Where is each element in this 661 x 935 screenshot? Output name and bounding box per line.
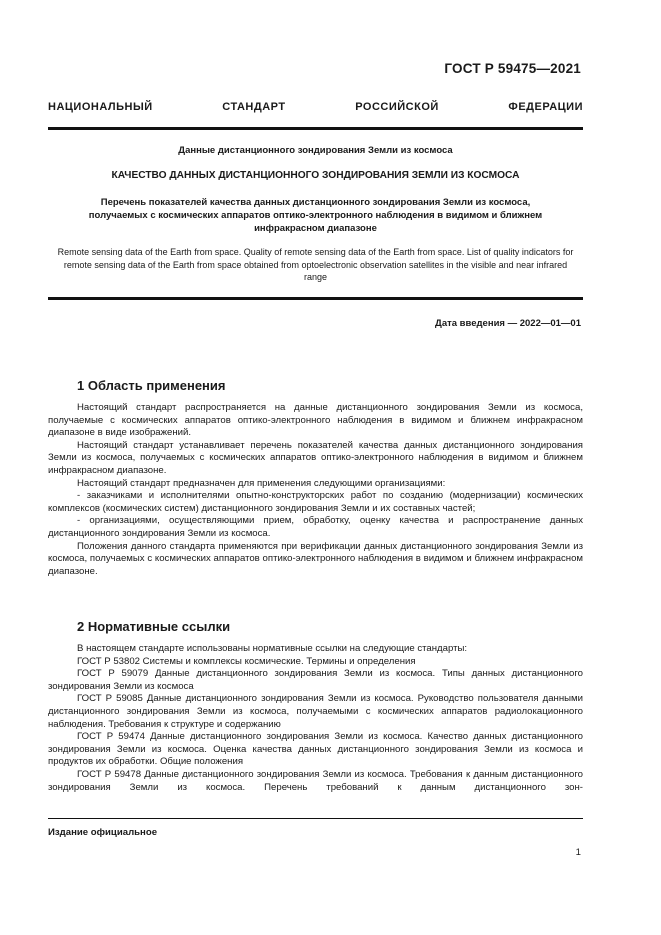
section-2-paragraph: ГОСТ Р 59474 Данные дистанционного зондирования Земли из космоса. Качество данных дистанционного зондирования Земли из космоса. Оценка качества данных дистанционного зондирования Земли из космоса и продуктов их обработки. Общие положения xyxy=(48,731,583,768)
english-title: Remote sensing data of the Earth from space. Quality of remote sensing data of the Earth from space. List of quality indicators for remote sensing data of the Earth from space obtained from optoelectronic observation satellites in the visible and near infrared range xyxy=(57,247,574,282)
section-2-heading: 2 Нормативные ссылки xyxy=(77,619,231,634)
national-standard-banner: НАЦИОНАЛЬНЫЙ СТАНДАРТ РОССИЙСКОЙ ФЕДЕРАЦИИ xyxy=(48,101,583,113)
intro-date: Дата введения — 2022—01—01 xyxy=(435,318,581,329)
section-2-paragraph: ГОСТ Р 59079 Данные дистанционного зондирования Земли из космоса. Типы данных дистанционного зондирования Земли из космоса xyxy=(48,668,583,692)
section-2-paragraph: ГОСТ Р 53802 Системы и комплексы космические. Термины и определения xyxy=(77,655,416,667)
section-1-paragraph: Настоящий стандарт распространяется на данные дистанционного зондирования Земли из космоса, получаемые с космических аппаратов оптико-электронного наблюдения в видимом и ближнем инфракрасном диапазоне в виде изображений. xyxy=(48,402,583,439)
section-1-paragraph: Положения данного стандарта применяются при верификации данных дистанционного зондирования Земли из космоса, получаемых с космических аппаратов оптико-электронного наблюдения в видимом и ближнем инфракрасном диапазоне. xyxy=(48,540,583,577)
page-number: 1 xyxy=(575,847,581,858)
section-1-paragraph: - организациями, осуществляющими прием, обработку, оценку качества и распространение данных дистанционного зондирования Земли из космоса. xyxy=(48,515,583,539)
main-title: КАЧЕСТВО ДАННЫХ ДИСТАНЦИОННОГО ЗОНДИРОВАНИЯ ЗЕМЛИ ИЗ КОСМОСА xyxy=(111,170,520,181)
general-title: Данные дистанционного зондирования Земли из космоса xyxy=(178,145,453,156)
section-2-paragraph: В настоящем стандарте использованы нормативные ссылки на следующие стандарты: xyxy=(77,643,468,654)
section-2-body xyxy=(48,643,583,794)
section-1-body xyxy=(48,402,583,578)
official-edition: Издание официальное xyxy=(48,827,158,838)
title-rule xyxy=(48,297,583,300)
section-1-paragraph: Настоящий стандарт предназначен для применения следующими организациями: xyxy=(77,477,446,489)
section-2-paragraph: ГОСТ Р 59478 Данные дистанционного зондирования Земли из космоса. Требования к данным дистанционного зондирования Земли из космоса. Перечень требований к данным дистанционного зон- xyxy=(48,768,583,793)
gost-number: ГОСТ Р 59475—2021 xyxy=(444,61,581,76)
subtitle: Перечень показателей качества данных дистанционного зондирования Земли из космоса, получаемых с космических аппаратов оптико-электронного наблюдения в видимом и ближнем инфракрасном диапазоне xyxy=(88,197,543,234)
footer-rule xyxy=(48,818,583,819)
section-1-paragraph: - заказчиками и исполнителями опытно-конструкторских работ по созданию (модернизации) космических комплексов (космических систем) дистанционного зондирования Земли и их составных частей; xyxy=(48,490,583,514)
section-1-heading: 1 Область применения xyxy=(77,378,226,393)
section-2-paragraph: ГОСТ Р 59085 Данные дистанционного зондирования Земли из космоса. Руководство пользователя данными дистанционного зондирования Земли из космоса, получаемыми с космических аппаратов радиолокационного наблюдения. Требования к структуре и содержанию xyxy=(48,693,583,730)
section-1-paragraph: Настоящий стандарт устанавливает перечень показателей качества данных дистанционного зондирования Земли из космоса, получаемых с космических аппаратов оптико-электронного наблюдения в видимом и ближнем инфракрасном диапазоне. xyxy=(48,439,583,476)
header-rule xyxy=(48,127,583,130)
